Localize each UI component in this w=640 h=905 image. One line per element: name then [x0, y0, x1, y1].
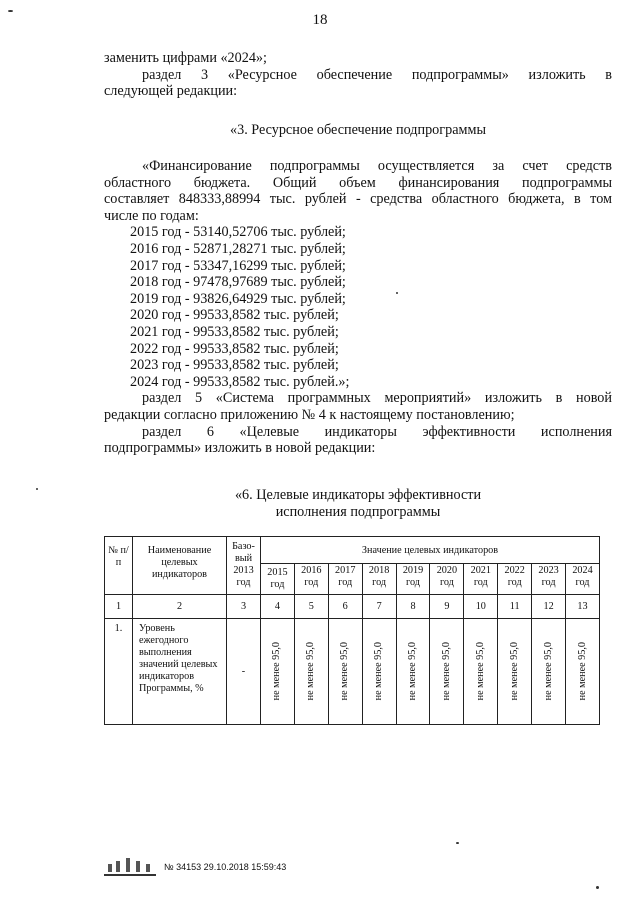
funding-year-line: 2019 год - 93826,64929 тыс. рублей; — [130, 290, 346, 307]
instruction-section6-line2: подпрограммы» изложить в новой редакции: — [104, 440, 376, 457]
row-value: не менее 95,0 — [339, 642, 351, 701]
building-logo-icon — [104, 858, 156, 876]
header-year: 2015 год — [261, 564, 295, 595]
table-index-row — [105, 595, 600, 619]
row-value-cell — [464, 619, 498, 725]
header-base: Базо- вый 2013 год — [227, 537, 261, 595]
row-value: не менее 95,0 — [508, 642, 520, 701]
row-num: 1. — [105, 619, 133, 725]
funding-year-line: 2022 год - 99533,8582 тыс. рублей; — [130, 340, 339, 357]
section6-heading-line1: «6. Целевые индикаторы эффективности — [234, 487, 482, 503]
footer — [104, 858, 286, 876]
row-value-cell — [328, 619, 362, 725]
instruction-section3-line2: следующей редакции: — [104, 83, 238, 100]
funding-paragraph-line3: составляет 848333,88994 тыс. рублей - средства областного бюджета, в том — [104, 191, 612, 208]
funding-year-line: 2018 год - 97478,97689 тыс. рублей; — [130, 274, 346, 291]
header-year: 2020 год — [430, 564, 464, 595]
row-value-cell — [294, 619, 328, 725]
index-cell: 4 — [261, 595, 295, 619]
row-base: - — [227, 619, 261, 725]
funding-year-line: 2015 год - 53140,52706 тыс. рублей; — [130, 224, 346, 241]
scan-speck — [8, 10, 13, 12]
instruction-section5-line1: раздел 5 «Система программных мероприятий» изложить в новой — [142, 390, 612, 407]
funding-paragraph-line2: областного бюджета. Общий объем финансирования подпрограммы — [104, 174, 612, 191]
index-cell: 10 — [464, 595, 498, 619]
intro-line: заменить цифрами «2024»; — [104, 50, 267, 66]
header-year: 2023 год — [532, 564, 566, 595]
funding-year-line: 2024 год - 99533,8582 тыс. рублей.»; — [130, 373, 350, 390]
instruction-section3-line1: раздел 3 «Ресурсное обеспечение подпрограммы» изложить в — [142, 66, 612, 83]
funding-block — [104, 158, 612, 457]
row-value-cell — [430, 619, 464, 725]
table-header-row — [105, 537, 600, 564]
scan-speck — [456, 842, 459, 844]
row-value-cell — [396, 619, 430, 725]
page-number: 18 — [312, 12, 328, 28]
index-cell: 8 — [396, 595, 430, 619]
index-cell: 11 — [498, 595, 532, 619]
index-cell: 6 — [328, 595, 362, 619]
row-value-cell — [498, 619, 532, 725]
row-value-cell — [362, 619, 396, 725]
row-value: не менее 95,0 — [474, 642, 486, 701]
scan-speck — [596, 886, 599, 889]
funding-year-line: 2023 год - 99533,8582 тыс. рублей; — [130, 357, 339, 374]
row-value-cell — [566, 619, 600, 725]
header-year: 2019 год — [396, 564, 430, 595]
row-name: Уровень ежегодного выполнения значений целевых индикаторов Программы, % — [133, 619, 227, 725]
header-year: 2016 год — [294, 564, 328, 595]
row-value: не менее 95,0 — [542, 642, 554, 701]
scan-speck — [396, 292, 398, 294]
registration-stamp: № 34153 29.10.2018 15:59:43 — [164, 862, 287, 872]
funding-paragraph-line1: «Финансирование подпрограммы осуществляется за счет средств — [142, 158, 612, 174]
funding-year-line: 2016 год - 52871,28271 тыс. рублей; — [130, 240, 346, 257]
row-value: не менее 95,0 — [576, 642, 588, 701]
row-value-cell — [532, 619, 566, 725]
row-value: не менее 95,0 — [271, 642, 283, 701]
section6-heading-block — [104, 487, 612, 520]
scan-speck — [36, 488, 38, 490]
row-value: не менее 95,0 — [407, 642, 418, 701]
header-year: 2018 год — [362, 564, 396, 595]
document-body — [104, 50, 612, 100]
instruction-section6-line1: раздел 6 «Целевые индикаторы эффективности исполнения — [142, 423, 612, 440]
index-cell: 13 — [566, 595, 600, 619]
funding-year-line: 2017 год - 53347,16299 тыс. рублей; — [130, 257, 346, 274]
table-row — [105, 619, 600, 725]
indicators-table — [104, 536, 600, 725]
header-name: Наименование целевых индикаторов — [133, 537, 227, 595]
index-cell: 1 — [105, 595, 133, 619]
index-cell: 3 — [227, 595, 261, 619]
section3-block — [104, 122, 612, 139]
funding-year-line: 2020 год - 99533,8582 тыс. рублей; — [130, 307, 339, 324]
index-cell: 2 — [133, 595, 227, 619]
section3-heading: «3. Ресурсное обеспечение подпрограммы — [230, 122, 486, 138]
section6-heading-line2: исполнения подпрограммы — [275, 503, 441, 520]
row-value: не менее 95,0 — [373, 642, 385, 701]
header-year: 2022 год — [498, 564, 532, 595]
instruction-section5-line2: редакции согласно приложению № 4 к настоящему постановлению; — [104, 406, 515, 423]
row-value: не менее 95,0 — [305, 642, 317, 701]
row-value: не менее 95,0 — [440, 642, 452, 701]
header-year: 2024 год — [566, 564, 600, 595]
row-value-cell — [261, 619, 295, 725]
funding-year-line: 2021 год - 99533,8582 тыс. рублей; — [130, 323, 339, 340]
index-cell: 7 — [362, 595, 396, 619]
funding-paragraph-line4: числе по годам: — [104, 207, 199, 224]
index-cell: 12 — [532, 595, 566, 619]
index-cell: 9 — [430, 595, 464, 619]
header-year: 2017 год — [328, 564, 362, 595]
header-values: Значение целевых индикаторов — [261, 537, 600, 564]
header-year: 2021 год — [464, 564, 498, 595]
index-cell: 5 — [294, 595, 328, 619]
header-num: № п/п — [105, 537, 133, 595]
